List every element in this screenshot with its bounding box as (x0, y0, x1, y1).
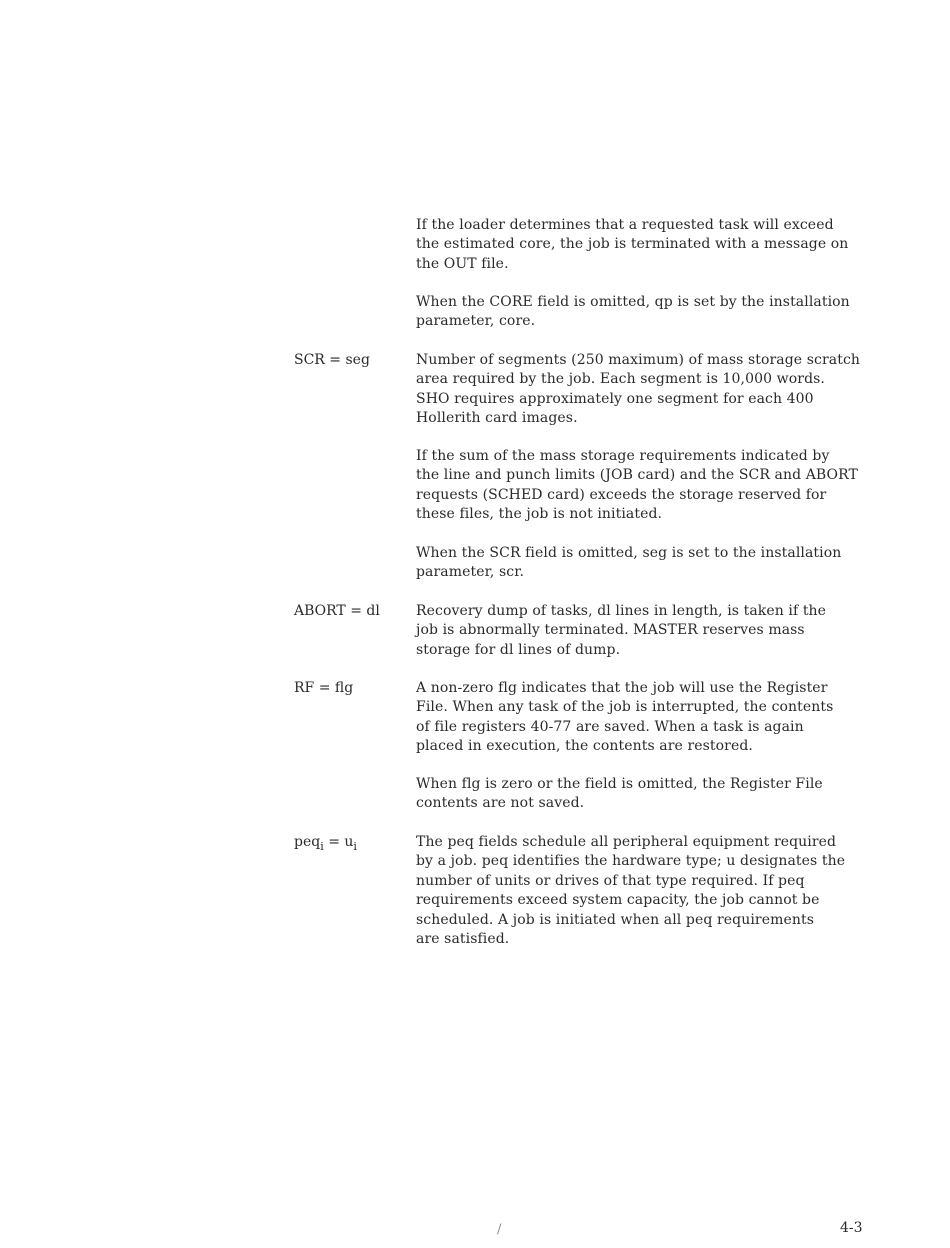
text-line: A non-zero flg indicates that the job will use the Register (416, 680, 828, 696)
term-abort: ABORT = dl (294, 603, 380, 619)
text-line: these files, the job is not initiated. (416, 506, 663, 523)
text-line: If the loader determines that a requested task will exceed (416, 217, 834, 233)
text-line: Number of segments (250 maximum) of mass storage scratch (416, 352, 860, 368)
text-line: requests (SCHED card) exceeds the storage reserved for (416, 486, 827, 503)
text-line: by a job. peq identifies the hardware type; u designates the (416, 853, 846, 870)
text-line: requirements exceed system capacity, the job cannot be (416, 892, 820, 909)
text-line: When the SCR field is omitted, seg is set to the installation (416, 545, 842, 561)
term-rf: RF = flg (294, 680, 354, 696)
paragraph-scr-omitted (416, 544, 886, 583)
text-line: When the CORE field is omitted, qp is set by the installation (416, 294, 850, 310)
term-peq (294, 833, 357, 852)
text-line: number of units or drives of that type required. If peq (416, 872, 805, 889)
text-line: job is abnormally terminated. MASTER reserves mass (416, 622, 805, 639)
term-peq-base: peq (294, 834, 321, 850)
text-line: If the sum of the mass storage requirements indicated by (416, 448, 830, 464)
term-peq-subscript-2: i (353, 840, 357, 853)
text-line: parameter, scr. (416, 564, 525, 581)
text-line: When flg is zero or the field is omitted, the Register File (416, 776, 823, 792)
text-line: storage for dl lines of dump. (416, 641, 621, 658)
paragraph-core-exceed (416, 216, 886, 274)
term-peq-equals: = u (323, 834, 354, 850)
paragraph-scr-desc (416, 351, 886, 429)
page-number: 4-3 (840, 1220, 863, 1236)
text-line: area required by the job. Each segment is 10,000 words. (416, 371, 825, 388)
text-line: parameter, core. (416, 313, 536, 330)
paragraph-rf-zero (416, 775, 886, 814)
term-scr: SCR = seg (294, 352, 370, 368)
term-peq-subscript: i (320, 840, 324, 853)
text-line: The peq fields schedule all peripheral equipment required (416, 834, 837, 850)
paragraph-abort-desc (416, 602, 886, 660)
text-line: File. When any task of the job is interrupted, the contents (416, 699, 834, 716)
text-line: placed in execution, the contents are restored. (416, 738, 753, 755)
text-line: Hollerith card images. (416, 410, 578, 427)
text-line: are satisfied. (416, 931, 510, 948)
text-line: scheduled. A job is initiated when all peq requirements (416, 911, 814, 928)
text-line: the line and punch limits (JOB card) and the SCR and ABORT (416, 467, 858, 484)
text-line: the OUT file. (416, 255, 509, 272)
paragraph-peq-desc (416, 833, 886, 949)
stray-mark: / (497, 1222, 502, 1237)
paragraph-core-omitted (416, 293, 886, 332)
text-line: contents are not saved. (416, 795, 585, 812)
paragraph-scr-sum (416, 447, 886, 525)
text-line: of file registers 40-77 are saved. When a task is again (416, 718, 804, 735)
text-line: Recovery dump of tasks, dl lines in length, is taken if the (416, 603, 827, 619)
paragraph-rf-desc (416, 679, 886, 757)
text-line: the estimated core, the job is terminated with a message on (416, 236, 849, 253)
text-line: SHO requires approximately one segment for each 400 (416, 390, 814, 407)
